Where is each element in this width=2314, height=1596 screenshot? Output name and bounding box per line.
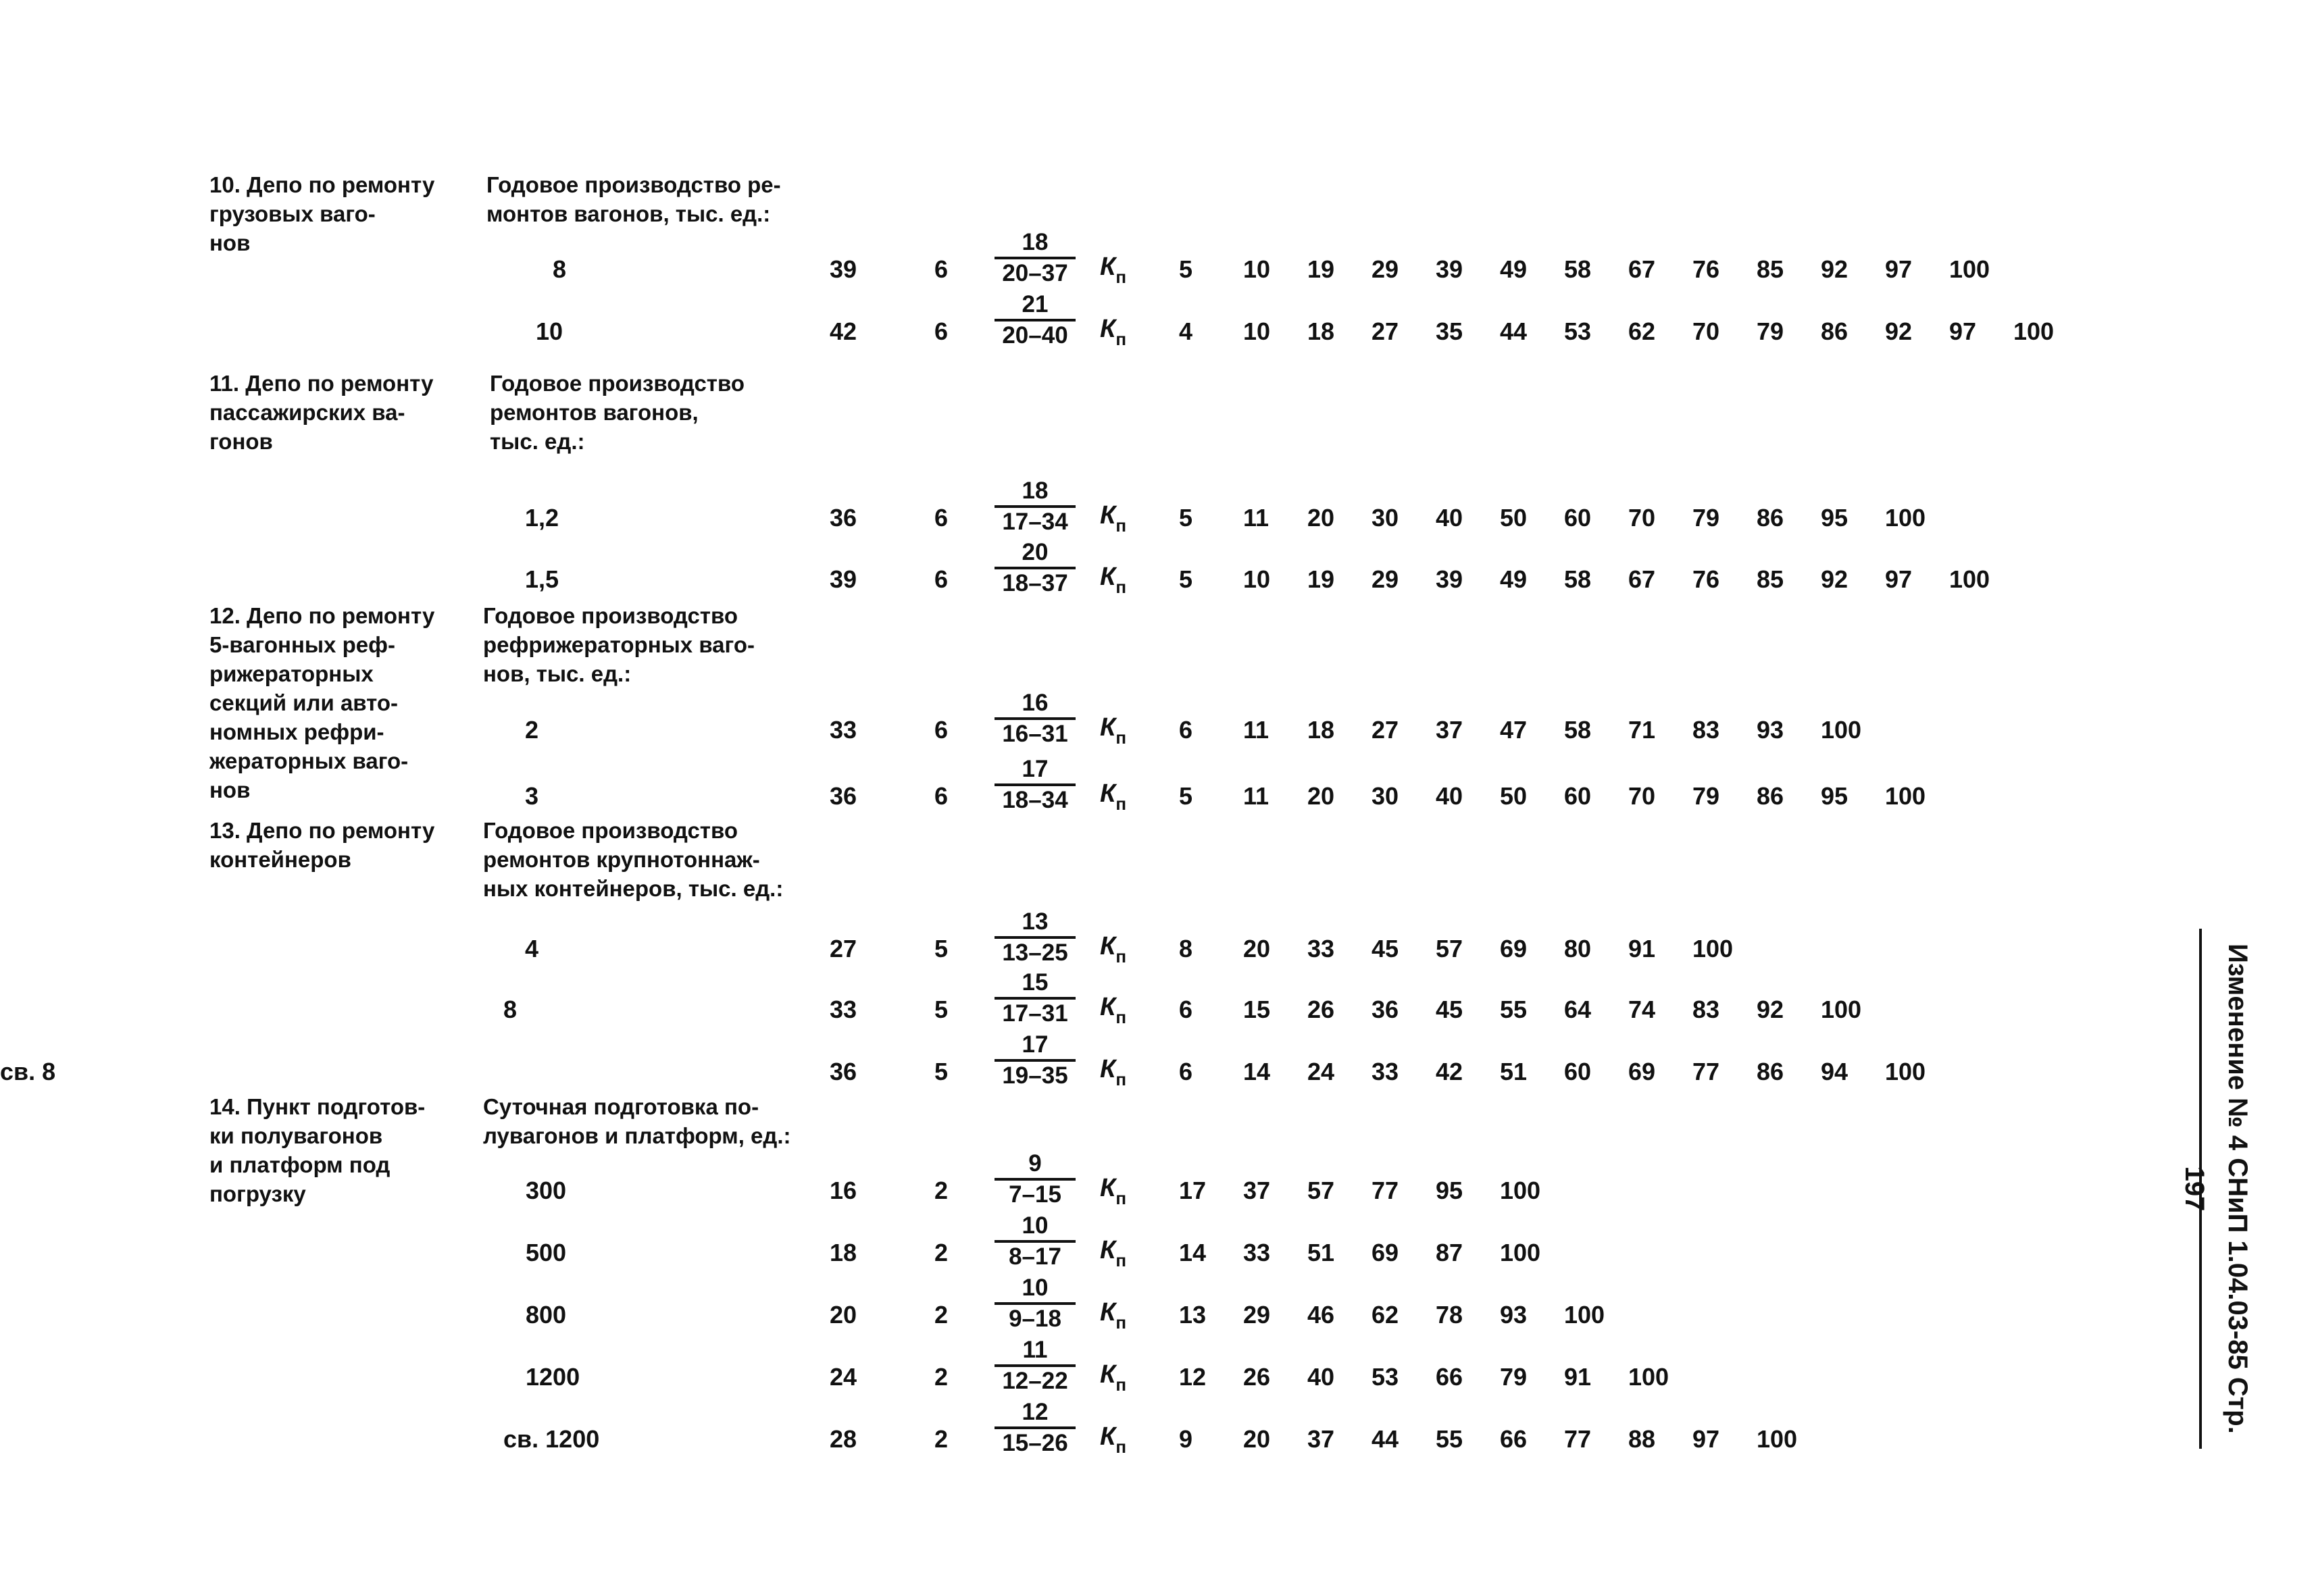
row-percentage: 100 [1949,255,1990,283]
row-percentage: 29 [1243,1301,1271,1329]
row-value-a: 33 [830,996,857,1023]
row-percentage: 66 [1436,1363,1463,1391]
row-percentage: 44 [1500,317,1528,345]
row-fraction [995,969,1076,1028]
coefficient-k-subscript: п [1115,1069,1127,1089]
row-percentage: 100 [1821,996,1862,1023]
fraction-denominator: 20–37 [995,257,1076,288]
fraction-denominator: 18–37 [995,567,1076,598]
row-percentage: 46 [1307,1301,1335,1329]
row-capacity: 1,2 [525,504,559,532]
row-percentage: 94 [1821,1058,1848,1085]
row-value-b: 2 [934,1301,949,1329]
section-14-parameter: Суточная подготовка по- лувагонов и платформ, ед.: [483,1094,791,1148]
row-percentage: 74 [1628,996,1656,1023]
row-percentage: 62 [1372,1301,1399,1329]
row-value-b: 6 [934,782,949,810]
row-percentage: 33 [1307,935,1335,962]
row-percentage: 88 [1628,1425,1656,1453]
coefficient-k-label: $К_п$ [1100,993,1127,1027]
row-percentage: 95 [1821,504,1848,532]
row-percentage: 10 [1243,255,1271,283]
row-percentage: 37 [1243,1177,1271,1204]
row-percentage: 71 [1628,716,1656,744]
row-percentage: 24 [1307,1058,1335,1085]
row-value-a: 20 [830,1301,857,1329]
fraction-numerator: 13 [1022,908,1049,935]
row-percentage: 100 [1564,1301,1605,1329]
row-percentage: 70 [1692,317,1720,345]
coefficient-k-subscript: п [1115,1437,1127,1457]
fraction-numerator: 20 [1022,539,1049,565]
row-capacity: 10 [536,317,563,345]
row-percentage: 60 [1564,504,1592,532]
row-percentage: 12 [1179,1363,1207,1391]
section-13-title: 13. Депо по ремонту контейнеров [209,818,435,872]
coefficient-k-subscript: п [1115,1312,1127,1333]
row-percentage: 76 [1692,255,1720,283]
row-percentage: 39 [1436,565,1463,593]
row-percentage: 69 [1628,1058,1656,1085]
row-fraction [995,755,1076,815]
row-percentage: 11 [1243,716,1269,744]
row-percentage: 69 [1500,935,1528,962]
fraction-denominator: 16–31 [995,717,1076,748]
row-percentage: 64 [1564,996,1592,1023]
coefficient-k-label: $К_п$ [1100,932,1127,967]
row-value-b: 2 [934,1239,949,1266]
coefficient-k-subscript: п [1115,1374,1127,1395]
section-10-parameter: Годовое производство ре- монтов вагонов, тыс. ед.: [486,172,781,226]
row-percentage: 91 [1564,1363,1592,1391]
row-percentage: 14 [1179,1239,1207,1266]
coefficient-k-label: $К_п$ [1100,1360,1127,1395]
row-fraction [995,1031,1076,1090]
row-percentage: 86 [1757,1058,1784,1085]
row-percentage: 33 [1372,1058,1399,1085]
row-percentage: 85 [1757,255,1784,283]
row-percentage: 37 [1307,1425,1335,1453]
coefficient-k-subscript: п [1115,267,1127,287]
fraction-numerator: 10 [1022,1212,1049,1239]
row-percentage: 37 [1436,716,1463,744]
row-percentage: 18 [1307,317,1335,345]
row-value-b: 2 [934,1177,949,1204]
row-percentage: 57 [1436,935,1463,962]
row-percentage: 77 [1372,1177,1399,1204]
row-value-a: 39 [830,255,857,283]
row-value-b: 6 [934,716,949,744]
row-percentage: 44 [1372,1425,1399,1453]
row-percentage: 47 [1500,716,1528,744]
row-percentage: 27 [1372,716,1399,744]
row-value-a: 36 [830,782,857,810]
row-value-b: 2 [934,1363,949,1391]
fraction-denominator: 12–22 [995,1364,1076,1395]
row-percentage: 53 [1372,1363,1399,1391]
row-percentage: 51 [1500,1058,1528,1085]
row-percentage: 50 [1500,504,1528,532]
coefficient-k-label: $К_п$ [1100,713,1127,748]
row-percentage: 78 [1436,1301,1463,1329]
row-percentage: 20 [1307,782,1335,810]
row-percentage: 57 [1307,1177,1335,1204]
row-value-b: 6 [934,317,949,345]
row-percentage: 14 [1243,1058,1271,1085]
side-header: Изменение № 4 СНиП 1.04.03-85 Стр. 197 [2180,944,2253,1434]
row-percentage: 85 [1757,565,1784,593]
fraction-denominator: 17–31 [995,997,1076,1028]
row-value-b: 5 [934,1058,949,1085]
fraction-denominator: 18–34 [995,783,1076,815]
row-percentage: 53 [1564,317,1592,345]
row-percentage: 97 [1885,255,1913,283]
section-12-title: 12. Депо по ремонту 5-вагонных реф- рижераторных секций или авто- номных рефри- жераторных ваго- нов [209,603,435,802]
row-percentage: 93 [1500,1301,1528,1329]
row-percentage: 79 [1692,504,1720,532]
row-percentage: 91 [1628,935,1656,962]
row-percentage: 4 [1179,317,1193,345]
row-fraction [995,228,1076,288]
section-14-title: 14. Пункт подготов- ки полувагонов и платформ под погрузку [209,1094,426,1206]
row-percentage: 55 [1500,996,1528,1023]
row-capacity: 3 [525,782,539,810]
row-percentage: 58 [1564,255,1592,283]
row-percentage: 77 [1692,1058,1720,1085]
row-percentage: 100 [1885,782,1926,810]
row-percentage: 19 [1307,255,1335,283]
row-percentage: 51 [1307,1239,1335,1266]
row-percentage: 100 [1757,1425,1798,1453]
row-percentage: 10 [1243,565,1271,593]
row-percentage: 33 [1243,1239,1271,1266]
fraction-numerator: 16 [1022,690,1049,716]
coefficient-k-subscript: п [1115,577,1127,597]
row-percentage: 86 [1757,782,1784,810]
row-percentage: 40 [1436,504,1463,532]
row-percentage: 10 [1243,317,1271,345]
row-percentage: 79 [1500,1363,1528,1391]
row-percentage: 100 [1885,504,1926,532]
row-capacity: 8 [553,255,567,283]
row-value-a: 36 [830,1058,857,1085]
row-value-b: 5 [934,996,949,1023]
row-capacity: св. 1200 [503,1425,600,1453]
row-fraction [995,290,1076,350]
row-value-b: 6 [934,504,949,532]
row-percentage: 55 [1436,1425,1463,1453]
fraction-numerator: 9 [1028,1150,1042,1177]
row-percentage: 11 [1243,782,1269,810]
fraction-numerator: 12 [1022,1399,1049,1425]
row-percentage: 92 [1757,996,1784,1023]
row-percentage: 50 [1500,782,1528,810]
coefficient-k-subscript: п [1115,794,1127,814]
section-13-parameter: Годовое производство ремонтов крупнотоннаж- ных контейнеров, тыс. ед.: [483,818,784,901]
row-percentage: 20 [1243,1425,1271,1453]
row-percentage: 42 [1436,1058,1463,1085]
coefficient-k-label: $К_п$ [1100,563,1127,597]
coefficient-k-subscript: п [1115,727,1127,748]
row-percentage: 86 [1757,504,1784,532]
row-capacity: 8 [503,996,518,1023]
fraction-denominator: 17–34 [995,505,1076,536]
section-11-parameter: Годовое производство ремонтов вагонов, тыс. ед.: [490,371,745,454]
row-percentage: 5 [1179,565,1193,593]
row-percentage: 49 [1500,565,1528,593]
row-percentage: 39 [1436,255,1463,283]
row-percentage: 97 [1885,565,1913,593]
row-percentage: 70 [1628,504,1656,532]
fraction-numerator: 15 [1022,969,1049,996]
row-percentage: 20 [1307,504,1335,532]
row-percentage: 100 [1885,1058,1926,1085]
row-percentage: 86 [1821,317,1848,345]
row-percentage: 29 [1372,565,1399,593]
fraction-numerator: 17 [1022,1031,1049,1058]
fraction-denominator: 19–35 [995,1059,1076,1090]
row-capacity: св. 8 [0,1058,56,1085]
row-percentage: 70 [1628,782,1656,810]
coefficient-k-label: $К_п$ [1100,1055,1127,1089]
coefficient-k-subscript: п [1115,1250,1127,1270]
coefficient-k-subscript: п [1115,946,1127,967]
fraction-numerator: 10 [1022,1275,1049,1301]
row-percentage: 58 [1564,716,1592,744]
row-percentage: 11 [1243,504,1269,532]
row-percentage: 97 [1692,1425,1720,1453]
row-percentage: 6 [1179,716,1193,744]
coefficient-k-label: $К_п$ [1100,501,1127,536]
row-percentage: 40 [1307,1363,1335,1391]
coefficient-k-label: $К_п$ [1100,253,1127,287]
coefficient-k-label: $К_п$ [1100,1174,1127,1208]
row-fraction [995,1398,1076,1458]
row-value-b: 6 [934,565,949,593]
row-value-a: 18 [830,1239,857,1266]
fraction-numerator: 21 [1022,291,1049,317]
row-percentage: 100 [1628,1363,1669,1391]
row-percentage: 58 [1564,565,1592,593]
row-percentage: 5 [1179,255,1193,283]
row-value-a: 27 [830,935,857,962]
row-fraction [995,1336,1076,1395]
coefficient-k-label: $К_п$ [1100,1236,1127,1270]
row-value-b: 6 [934,255,949,283]
row-fraction [995,1150,1076,1209]
row-percentage: 69 [1372,1239,1399,1266]
row-percentage: 36 [1372,996,1399,1023]
fraction-numerator: 18 [1022,478,1049,504]
row-percentage: 87 [1436,1239,1463,1266]
row-percentage: 18 [1307,716,1335,744]
row-percentage: 92 [1821,565,1848,593]
row-percentage: 26 [1307,996,1335,1023]
row-percentage: 95 [1821,782,1848,810]
fraction-numerator: 11 [1022,1337,1048,1363]
row-percentage: 49 [1500,255,1528,283]
row-percentage: 29 [1372,255,1399,283]
row-percentage: 79 [1692,782,1720,810]
row-value-a: 42 [830,317,857,345]
row-percentage: 9 [1179,1425,1193,1453]
row-percentage: 20 [1243,935,1271,962]
row-capacity: 1200 [526,1363,580,1391]
row-percentage: 100 [1500,1177,1541,1204]
row-percentage: 97 [1949,317,1977,345]
row-capacity: 500 [526,1239,567,1266]
row-value-a: 33 [830,716,857,744]
row-fraction [995,538,1076,598]
coefficient-k-label: $К_п$ [1100,779,1127,814]
row-percentage: 45 [1436,996,1463,1023]
coefficient-k-label: $К_п$ [1100,1422,1127,1457]
fraction-denominator: 13–25 [995,936,1076,967]
row-percentage: 6 [1179,1058,1193,1085]
row-percentage: 95 [1436,1177,1463,1204]
fraction-denominator: 7–15 [995,1178,1076,1209]
row-percentage: 79 [1757,317,1784,345]
row-percentage: 40 [1436,782,1463,810]
row-value-b: 5 [934,935,949,962]
row-percentage: 100 [1821,716,1862,744]
coefficient-k-subscript: п [1115,1007,1127,1027]
row-percentage: 6 [1179,996,1193,1023]
section-12-parameter: Годовое производство рефрижераторных ваго- нов, тыс. ед.: [483,603,755,686]
row-percentage: 17 [1179,1177,1207,1204]
coefficient-k-subscript: п [1115,515,1127,536]
row-fraction [995,1212,1076,1271]
row-percentage: 67 [1628,565,1656,593]
row-percentage: 83 [1692,716,1720,744]
fraction-denominator: 8–17 [995,1240,1076,1271]
row-percentage: 30 [1372,782,1399,810]
fraction-denominator: 9–18 [995,1302,1076,1333]
row-percentage: 92 [1821,255,1848,283]
row-value-a: 16 [830,1177,857,1204]
row-percentage: 19 [1307,565,1335,593]
row-value-a: 24 [830,1363,857,1391]
row-percentage: 5 [1179,504,1193,532]
row-percentage: 77 [1564,1425,1592,1453]
fraction-denominator: 15–26 [995,1426,1076,1458]
row-percentage: 26 [1243,1363,1271,1391]
row-fraction [995,477,1076,536]
row-percentage: 76 [1692,565,1720,593]
row-fraction [995,689,1076,748]
row-percentage: 67 [1628,255,1656,283]
row-capacity: 800 [526,1301,567,1329]
row-percentage: 13 [1179,1301,1207,1329]
row-value-a: 28 [830,1425,857,1453]
row-value-a: 39 [830,565,857,593]
section-11-title: 11. Депо по ремонту пассажирских ва- гонов [209,371,434,454]
row-fraction [995,908,1076,967]
row-percentage: 60 [1564,782,1592,810]
row-percentage: 100 [2013,317,2055,345]
row-fraction [995,1274,1076,1333]
row-percentage: 93 [1757,716,1784,744]
coefficient-k-subscript: п [1115,329,1127,349]
row-capacity: 2 [525,716,539,744]
row-percentage: 15 [1243,996,1271,1023]
row-percentage: 83 [1692,996,1720,1023]
row-percentage: 60 [1564,1058,1592,1085]
row-percentage: 35 [1436,317,1463,345]
coefficient-k-label: $К_п$ [1100,315,1127,349]
fraction-numerator: 17 [1022,756,1049,782]
row-percentage: 66 [1500,1425,1528,1453]
row-value-b: 2 [934,1425,949,1453]
row-percentage: 45 [1372,935,1399,962]
row-percentage: 92 [1885,317,1913,345]
row-percentage: 100 [1500,1239,1541,1266]
row-capacity: 300 [526,1177,567,1204]
row-capacity: 1,5 [525,565,559,593]
section-10-title: 10. Депо по ремонту грузовых ваго- нов [209,172,435,255]
row-percentage: 100 [1949,565,1990,593]
row-percentage: 62 [1628,317,1656,345]
row-percentage: 27 [1372,317,1399,345]
row-percentage: 5 [1179,782,1193,810]
coefficient-k-subscript: п [1115,1188,1127,1208]
row-percentage: 80 [1564,935,1592,962]
row-percentage: 30 [1372,504,1399,532]
row-percentage: 100 [1692,935,1734,962]
row-value-a: 36 [830,504,857,532]
row-capacity: 4 [525,935,539,962]
coefficient-k-label: $К_п$ [1100,1298,1127,1333]
fraction-numerator: 18 [1022,229,1049,255]
row-percentage: 8 [1179,935,1193,962]
fraction-denominator: 20–40 [995,319,1076,350]
